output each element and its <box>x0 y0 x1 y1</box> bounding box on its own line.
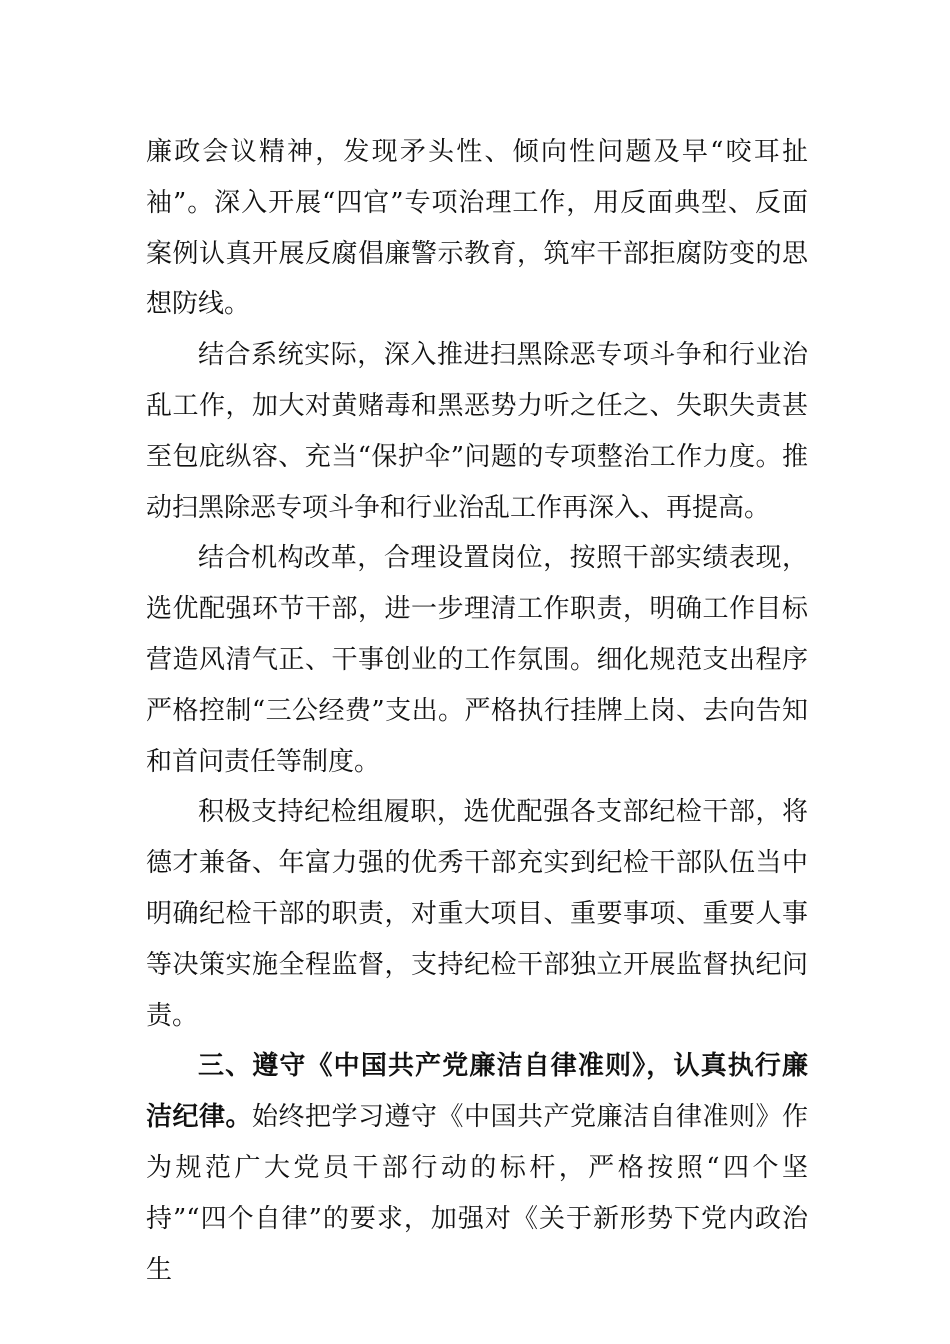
paragraph-anti-crime: 结合系统实际，深入推进扫黑除恶专项斗争和行业治乱工作，加大对黄赌毒和黑恶势力听之任之、失职失责甚至包庇纵容、充当“保护伞”问题的专项整治工作力度。推动扫黑除恶专项斗争和行业治乱工作再深入、再提高。 <box>146 340 808 523</box>
paragraph-continuation: 廉政会议精神，发现矛头性、倾向性问题及早“咬耳扯袖”。深入开展“四官”专项治理工作，用反面典型、反面案例认真开展反腐倡廉警示教育，筑牢干部拒腐防变的思想防线。 <box>146 137 808 320</box>
document-body <box>146 127 808 1295</box>
paragraph-section-three <box>146 1041 808 1295</box>
paragraph-institutional-reform: 结合机构改革，合理设置岗位，按照干部实绩表现，选优配强环节干部，进一步理清工作职责，明确工作目标营造风清气正、干事创业的工作氛围。细化规范支出程序严格控制“三公经费”支出。严格执行挂牌上岗、去向告知和首问责任等制度。 <box>146 543 808 777</box>
section-three-text: 始终把学习遵守《中国共产党廉洁自律准则》作为规范广大党员干部行动的标杆，严格按照“四个坚持”“四个自律”的要求，加强对《关于新形势下党内政治生 <box>146 1102 808 1285</box>
paragraph-discipline-inspection: 积极支持纪检组履职，选优配强各支部纪检干部，将德才兼备、年富力强的优秀干部充实到纪检干部队伍当中明确纪检干部的职责，对重大项目、重要事项、重要人事等决策实施全程监督，支持纪检干部独立开展监督执纪问责。 <box>146 797 808 1031</box>
section-heading: 三、遵守《中国共产党廉洁自律准则》，认真执行廉洁纪律。 <box>146 1051 808 1133</box>
